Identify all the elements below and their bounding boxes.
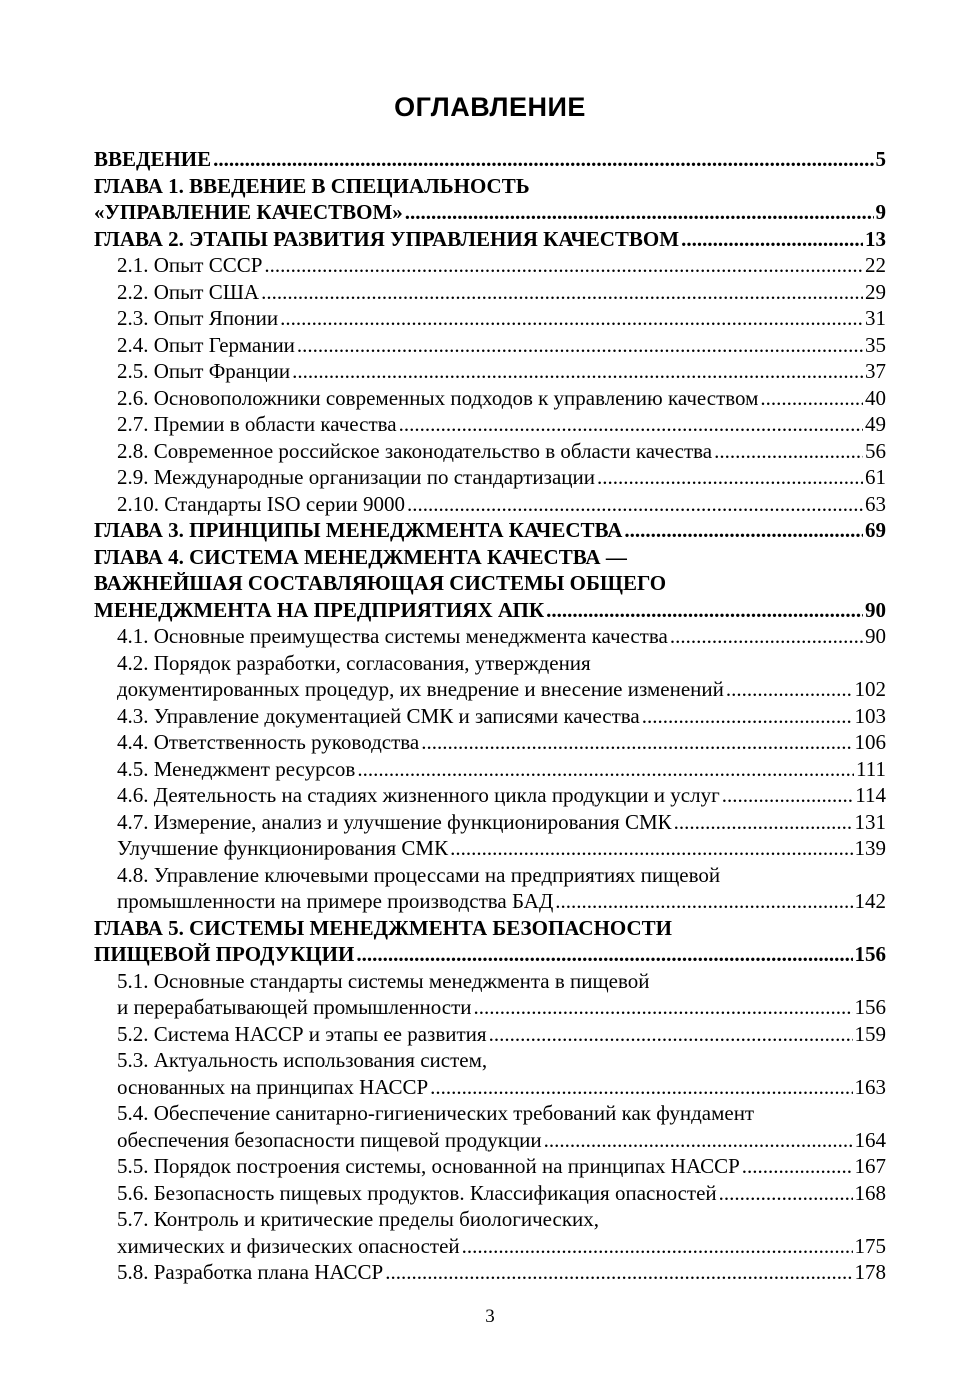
- toc-entry-page: 175: [854, 1233, 886, 1258]
- toc-entry-title: химических и физических опасностей: [117, 1233, 460, 1258]
- toc-entry-page: 69: [865, 518, 886, 542]
- toc-entry-page: 106: [854, 730, 886, 754]
- toc-entry-page: 156: [854, 942, 886, 966]
- toc-entry: [94, 1233, 886, 1260]
- toc-entry-title: 2.6. Основоположники современных подходов к управлению качеством: [117, 385, 759, 410]
- toc-entry-title: 4.7. Измерение, анализ и улучшение функционирования СМК: [117, 809, 672, 834]
- toc-entry: [94, 862, 886, 889]
- dot-leader: [597, 464, 863, 491]
- toc-entry-title: 2.9. Международные организации по стандартизации: [117, 465, 595, 489]
- toc-entry-page: 156: [854, 995, 886, 1019]
- toc-entry-title: 5.7. Контроль и критические пределы биологических,: [117, 1207, 600, 1231]
- toc-entry-page: 13: [865, 226, 886, 251]
- toc-entry-page: 29: [865, 279, 886, 304]
- toc-entry: [94, 385, 886, 412]
- toc-entry-title: 2.2. Опыт США: [117, 279, 260, 304]
- dot-leader: [760, 385, 863, 412]
- dot-leader: [264, 252, 863, 279]
- toc-entry-title: 2.1. Опыт СССР: [117, 253, 263, 277]
- dot-leader: [261, 279, 863, 306]
- dot-leader: [742, 1153, 853, 1180]
- toc-entry: [94, 199, 886, 226]
- toc-entry-page: 164: [854, 1127, 886, 1152]
- dot-leader: [385, 1259, 852, 1286]
- toc-entry-page: 102: [854, 677, 886, 701]
- toc-entry: [94, 252, 886, 279]
- toc-entry-title: ГЛАВА 5. СИСТЕМЫ МЕНЕДЖМЕНТА БЕЗОПАСНОСТИ: [94, 915, 673, 940]
- dot-leader: [726, 676, 853, 703]
- toc-entry-page: 168: [854, 1180, 886, 1205]
- toc-entry-page: 90: [865, 597, 886, 622]
- toc-entry-title: ГЛАВА 4. СИСТЕМА МЕНЕДЖМЕНТА КАЧЕСТВА —: [94, 544, 627, 569]
- toc-entry: [94, 1206, 886, 1233]
- toc-entry-title: 4.3. Управление документацией СМК и записями качества: [117, 703, 640, 728]
- page-title: ОГЛАВЛЕНИЕ: [394, 92, 586, 122]
- toc-entry-title: 5.3. Актуальность использования систем,: [117, 1048, 488, 1072]
- toc-entry: [94, 1021, 886, 1048]
- dot-leader: [357, 756, 854, 783]
- toc-entry-page: 111: [856, 756, 886, 781]
- toc-entry-page: 139: [854, 836, 886, 860]
- toc-entry-title: 5.2. Система НАССР и этапы ее развития: [117, 1021, 487, 1046]
- toc-entry: [94, 835, 886, 862]
- dot-leader: [430, 1074, 852, 1101]
- toc-entry: [94, 173, 886, 200]
- toc-entry: [94, 146, 886, 173]
- dot-leader: [674, 809, 853, 836]
- toc-entry-title: 4.4. Ответственность руководства: [117, 730, 420, 754]
- toc-entry-page: 5: [875, 147, 886, 171]
- dot-leader: [421, 729, 852, 756]
- toc-entry: [94, 491, 886, 518]
- toc-entry-page: 159: [854, 1021, 886, 1046]
- toc-entry: [94, 517, 886, 544]
- toc-entry-title: 2.5. Опыт Франции: [117, 359, 291, 383]
- toc-entry-page: 35: [865, 332, 886, 357]
- toc-entry-page: 178: [854, 1260, 886, 1284]
- dot-leader: [407, 491, 863, 518]
- toc-entry-page: 63: [865, 491, 886, 516]
- toc-entry-page: 61: [865, 465, 886, 489]
- toc-entry: [94, 1180, 886, 1207]
- toc-entry-title: 2.4. Опыт Германии: [117, 332, 295, 357]
- toc-entry: [94, 729, 886, 756]
- toc-entry-title: 5.8. Разработка плана НАССР: [117, 1260, 384, 1284]
- toc-entry: [94, 411, 886, 438]
- toc-entry-title: 5.5. Порядок построения системы, основанной на принципах НАССР: [117, 1154, 740, 1178]
- toc-entry-title: ВВЕДЕНИЕ: [94, 147, 212, 171]
- toc-entry-title: 2.7. Премии в области качества: [117, 412, 397, 436]
- toc-entry: [94, 1074, 886, 1101]
- dot-leader: [297, 332, 863, 359]
- dot-leader: [722, 782, 854, 809]
- toc-entry-title: промышленности на примере производства БАД: [117, 889, 554, 913]
- toc-entry: [94, 650, 886, 677]
- dot-leader: [280, 305, 863, 332]
- dot-leader: [462, 1233, 853, 1260]
- toc-entry-title: ПИЩЕВОЙ ПРОДУКЦИИ: [94, 942, 355, 966]
- toc-entry-page: 40: [865, 385, 886, 410]
- toc-entry-page: 90: [865, 624, 886, 648]
- toc-entry: [94, 1153, 886, 1180]
- dot-leader: [399, 411, 863, 438]
- toc-entry-page: 163: [854, 1074, 886, 1099]
- toc-entry-title: 2.3. Опыт Японии: [117, 306, 279, 330]
- toc-entry-page: 37: [865, 359, 886, 383]
- toc-entry: [94, 438, 886, 465]
- toc-entry: [94, 1259, 886, 1286]
- toc-entry-page: 114: [855, 783, 886, 807]
- dot-leader: [555, 888, 852, 915]
- toc-entry: [94, 226, 886, 253]
- dot-leader: [292, 358, 863, 385]
- toc-entry-page: 56: [865, 438, 886, 463]
- toc-entry-title: МЕНЕДЖМЕНТА НА ПРЕДПРИЯТИЯХ АПК: [94, 597, 545, 622]
- toc-entry: [94, 1127, 886, 1154]
- toc-entry-page: 167: [854, 1154, 886, 1178]
- dot-leader: [714, 438, 863, 465]
- toc-entry: [94, 623, 886, 650]
- dot-leader: [719, 1180, 853, 1207]
- toc-entry: [94, 570, 886, 597]
- toc-entry-title: и перерабатывающей промышленности: [117, 995, 472, 1019]
- toc-entry-title: ГЛАВА 1. ВВЕДЕНИЕ В СПЕЦИАЛЬНОСТЬ: [94, 173, 530, 198]
- toc-entry-title: «УПРАВЛЕНИЕ КАЧЕСТВОМ»: [94, 200, 403, 224]
- dot-leader: [681, 226, 863, 253]
- toc-entry-title: Улучшение функционирования СМК: [117, 836, 449, 860]
- dot-leader: [544, 1127, 853, 1154]
- toc-entry-page: 9: [875, 200, 886, 224]
- toc-entry: [94, 597, 886, 624]
- toc-entry: [94, 279, 886, 306]
- toc-entry: [94, 703, 886, 730]
- toc-entry: [94, 358, 886, 385]
- toc-entry: [94, 332, 886, 359]
- toc-entry: [94, 782, 886, 809]
- toc-entry-title: 5.1. Основные стандарты системы менеджмента в пищевой: [117, 968, 650, 993]
- toc-entry-title: 2.10. Стандарты ISO серии 9000: [117, 491, 405, 516]
- dot-leader: [489, 1021, 853, 1048]
- dot-leader: [670, 623, 863, 650]
- toc-entry: [94, 756, 886, 783]
- toc-entry-title: ГЛАВА 2. ЭТАПЫ РАЗВИТИЯ УПРАВЛЕНИЯ КАЧЕСТВОМ: [94, 226, 680, 251]
- dot-leader: [405, 199, 874, 226]
- toc-entry-page: 31: [865, 306, 886, 330]
- toc-entry: [94, 915, 886, 942]
- toc-entry-title: 5.4. Обеспечение санитарно-гигиенических требований как фундамент: [117, 1101, 755, 1125]
- toc-entry-page: 103: [854, 703, 886, 728]
- toc-entry: [94, 1047, 886, 1074]
- toc-entry: [94, 809, 886, 836]
- table-of-contents: [94, 146, 886, 1286]
- toc-entry-title: основанных на принципах НАССР: [117, 1074, 429, 1099]
- page-number: 3: [485, 1306, 495, 1327]
- dot-leader: [356, 941, 852, 968]
- toc-entry: [94, 544, 886, 571]
- toc-entry-title: 4.8. Управление ключевыми процессами на предприятиях пищевой: [117, 862, 721, 887]
- toc-entry-title: 4.5. Менеджмент ресурсов: [117, 756, 356, 781]
- toc-entry: [94, 968, 886, 995]
- toc-entry-page: 22: [865, 253, 886, 277]
- dot-leader: [213, 146, 873, 173]
- toc-entry-title: 4.6. Деятельность на стадиях жизненного цикла продукции и услуг: [117, 783, 720, 807]
- dot-leader: [546, 597, 863, 624]
- toc-entry: [94, 1100, 886, 1127]
- toc-entry-title: документированных процедур, их внедрение и внесение изменений: [117, 677, 724, 701]
- toc-entry: [94, 888, 886, 915]
- toc-entry: [94, 676, 886, 703]
- dot-leader: [474, 994, 853, 1021]
- toc-entry-title: 4.1. Основные преимущества системы менеджмента качества: [117, 624, 668, 648]
- toc-entry-page: 142: [854, 889, 886, 913]
- dot-leader: [624, 517, 863, 544]
- dot-leader: [642, 703, 853, 730]
- toc-entry: [94, 305, 886, 332]
- toc-entry-title: ГЛАВА 3. ПРИНЦИПЫ МЕНЕДЖМЕНТА КАЧЕСТВА: [94, 518, 623, 542]
- toc-entry-title: 4.2. Порядок разработки, согласования, утверждения: [117, 650, 591, 675]
- toc-entry-page: 131: [854, 809, 886, 834]
- toc-entry-page: 49: [865, 412, 886, 436]
- toc-entry-title: ВАЖНЕЙШАЯ СОСТАВЛЯЮЩАЯ СИСТЕМЫ ОБЩЕГО: [94, 571, 667, 595]
- toc-entry: [94, 994, 886, 1021]
- toc-entry: [94, 941, 886, 968]
- toc-entry-title: обеспечения безопасности пищевой продукции: [117, 1127, 542, 1152]
- toc-entry: [94, 464, 886, 491]
- dot-leader: [450, 835, 852, 862]
- toc-entry-title: 5.6. Безопасность пищевых продуктов. Классификация опасностей: [117, 1180, 717, 1205]
- toc-entry-title: 2.8. Современное российское законодательство в области качества: [117, 438, 713, 463]
